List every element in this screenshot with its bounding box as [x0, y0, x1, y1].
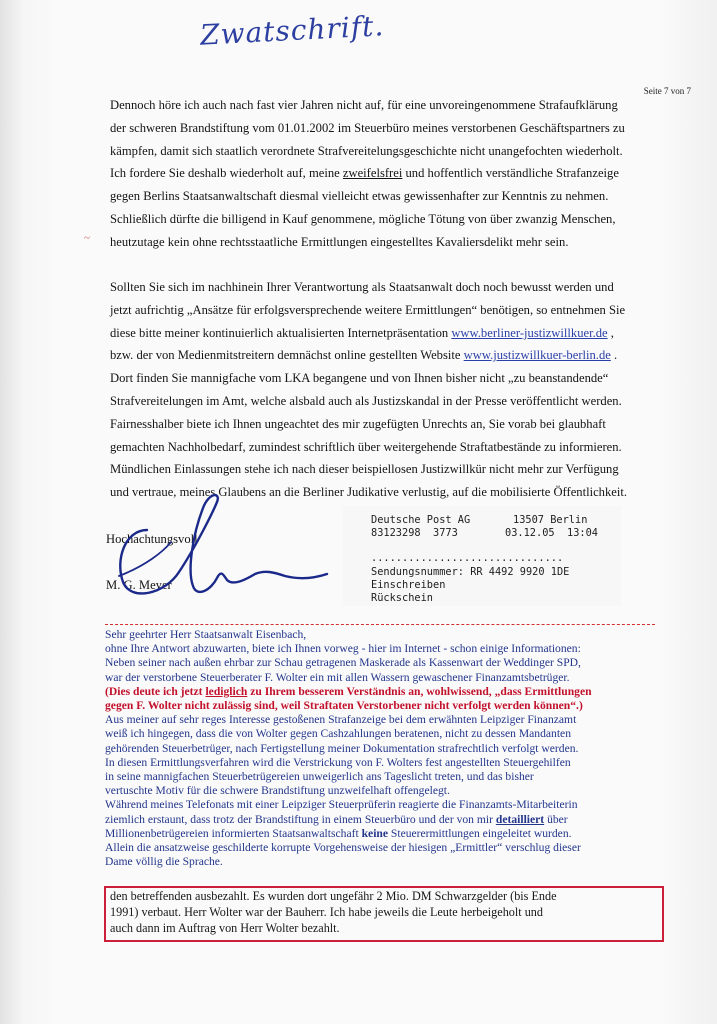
underlined-word: detailliert	[495, 812, 545, 826]
text-line: gegen Berlins Staatsanwaltschaft diesmal vielleicht etwas gewissenhafter zur Kenntnis zu nehmen.	[110, 189, 609, 204]
receipt-type-registered: Einschreiben	[371, 579, 446, 591]
text-line: Dennoch höre ich auch nach fast vier Jahren nicht auf, für eine unvoreingenommene Strafaufklärung	[110, 98, 618, 112]
bold-word: keine	[361, 826, 389, 840]
receipt-sender: Deutsche Post AG	[371, 514, 471, 526]
handwritten-note: Zwatschrift.	[199, 9, 386, 52]
receipt-id: 83123298 3773	[371, 527, 458, 539]
text-line: ohne Ihre Antwort abzuwarten, biete ich Ihnen vorweg - hier im Internet - schon einige Informationen:	[105, 642, 581, 656]
text-line: heutzutage kein ohne rechtsstaatliche Ermittlungen eingestelltes Kavaliersdelikt mehr sein.	[110, 234, 569, 249]
text-line: Allein die ansatzweise geschilderte korrupte Vorgehensweise der hiesigen „Ermittler“ verschlug dieser	[105, 841, 581, 855]
text-line: der schweren Brandstiftung vom 01.01.2002 im Steuerbüro meines verstorbenen Geschäftspartners zu	[110, 120, 625, 135]
signer-name: M. G. Meyer	[106, 578, 172, 592]
text-line: Schließlich dürfte die billigend in Kauf genommene, mögliche Tötung von über zwanzig Menschen,	[110, 211, 616, 226]
red-text-line: (Dies deute ich jetzt lediglich zu Ihrem besserem Verständnis an, wohlwissend, „dass Ermittlungen	[105, 684, 592, 698]
closing-greeting: Hochachtungsvoll	[106, 532, 198, 546]
text-line: gehörenden Steuerbetrüger, nach Fertigstellung meiner Dokumentation strafrechtlich verfolgt werden.	[105, 741, 579, 755]
website-link-1[interactable]: www.berliner-justizwillkuer.de	[451, 325, 608, 340]
text-line: Neben seiner nach außen ehrbar zur Schau getragenen Maskerade als Kassenwart der Weddinger SPD,	[105, 656, 581, 670]
text-line: jetzt aufrichtig „Ansätze für erfolgsversprechende weitere Ermittlungen“ benötigen, so entnehmen Sie	[110, 302, 626, 317]
red-dashed-divider	[105, 624, 655, 625]
underlined-word: lediglich	[205, 684, 248, 698]
text-line: diese bitte meiner kontinuierlich aktualisierten Internetpräsentation www.berliner-justizwillkuer.de ,	[110, 325, 614, 340]
text-line: Dame völlig die Sprache.	[105, 855, 223, 869]
page-number: Seite 7 von 7	[643, 86, 691, 96]
paragraph-1	[110, 94, 692, 254]
text-line: Mündlichen Einlassungen stehe ich nach dieser beispiellosen Justizwillkür nicht mehr zur Verfügung	[110, 462, 619, 477]
text-line: Dort finden Sie mannigfache vom LKA begangene und von Ihnen bisher nicht „zu beanstandende“	[110, 371, 609, 386]
text-line: 1991) verbaut. Herr Wolter war der Bauherr. Ich habe jeweils die Leute herbeigeholt und	[110, 905, 543, 919]
receipt-dots: ...............................	[371, 552, 564, 564]
text-line: bzw. der von Medienmitstreitern demnächst online gestellten Website www.justizwillkuer-berlin.de .	[110, 348, 618, 363]
margin-mark: ~	[84, 232, 90, 244]
red-text-line: gegen F. Wolter nicht zulässig sind, weil Straftaten Verstorbener nicht verfolgt werden können“.)	[105, 699, 583, 713]
underlined-word: zweifelsfrei	[342, 166, 403, 181]
text-line: in seine mannigfachen Steuerbetrügereien unweigerlich ans Tageslicht treten, und das bisher	[105, 770, 534, 784]
scan-shadow	[0, 0, 22, 1024]
text-line: Sollten Sie sich im nachhinein Ihrer Verantwortung als Staatsanwalt doch noch bewusst werden und	[110, 280, 614, 294]
receipt-datetime: 03.12.05 13:04	[505, 527, 598, 539]
text-line: Während meines Telefonats mit einer Leipziger Steuerprüferin reagierte die Finanzamts-Mitarbeiterin	[105, 798, 578, 812]
text-line: und vertraue, meines Glaubens an die Berliner Judikative verlustig, auf die mobilisierte Öffentlichkeit.	[110, 485, 628, 500]
text-line: war der verstorbene Steuerberater F. Wolter ein mit allen Wassern gewaschener Finanzamtsbetrüger.	[105, 670, 570, 684]
text-line: gemachten Nachholbedarf, zumindest schriftlich über weitergehende Straftatbestände zu informieren.	[110, 439, 622, 454]
signature	[105, 490, 335, 610]
text-line: In diesen Ermittlungsverfahren wird die Verstrickung von F. Wolters fest angestellten Steuergehilfen	[105, 755, 571, 769]
text-line: kämpfen, damit sich staatlich verordnete Strafvereitelungsgeschichte nicht unangefochten wiederholt.	[110, 143, 623, 158]
text-line: Millionenbetrügereien informierten Staatsanwaltschaft keine Steuerermittlungen eingeleitet wurden.	[105, 826, 572, 840]
blue-text-block	[105, 628, 665, 869]
text-line: Sehr geehrter Herr Staatsanwalt Eisenbach,	[105, 628, 307, 641]
text-line: vertuschte Motiv für die schwere Brandstiftung unzweifelhaft offengelegt.	[105, 784, 450, 798]
website-link-2[interactable]: www.justizwillkuer-berlin.de	[463, 348, 611, 363]
text-line: weiß ich hingegen, dass die von Wolter gegen Cashzahlungen beratenen, nicht zu dessen Mandanten	[105, 727, 572, 741]
text-line: auch dann im Auftrag von Herr Wolter bezahlt.	[110, 921, 340, 935]
postal-receipt-label	[343, 506, 621, 606]
text-line: Strafvereitelungen im Amt, welche alsbald auch als Justizskandal in der Presse veröffentlicht werden.	[110, 393, 622, 408]
text-line: den betreffenden ausbezahlt. Es wurden dort ungefähr 2 Mio. DM Schwarzgelder (bis Ende	[110, 889, 557, 903]
receipt-location: 13507 Berlin	[513, 514, 588, 526]
text-line: ziemlich erstaunt, dass trotz der Brandstiftung in einem Steuerbüro und der von mir detailliert über	[105, 812, 568, 826]
receipt-type-return: Rückschein	[371, 592, 433, 604]
text-line: Aus meiner auf sehr reges Interesse gestoßenen Strafanzeige bei dem erwähnten Leipziger Finanzamt	[105, 713, 577, 727]
boxed-quote	[110, 888, 658, 936]
text-line: Fairnesshalber biete ich Ihnen ungeachtet des mir zugefügten Unrechts an, Sie vorab bei glaubhaft	[110, 416, 606, 431]
receipt-shipment-number: Sendungsnummer: RR 4492 9920 1DE	[371, 566, 570, 578]
text-line: Ich fordere Sie deshalb wiederholt auf, meine zweifelsfrei und hoffentlich verständliche Strafanzeige	[110, 166, 619, 181]
paragraph-2	[110, 276, 692, 504]
